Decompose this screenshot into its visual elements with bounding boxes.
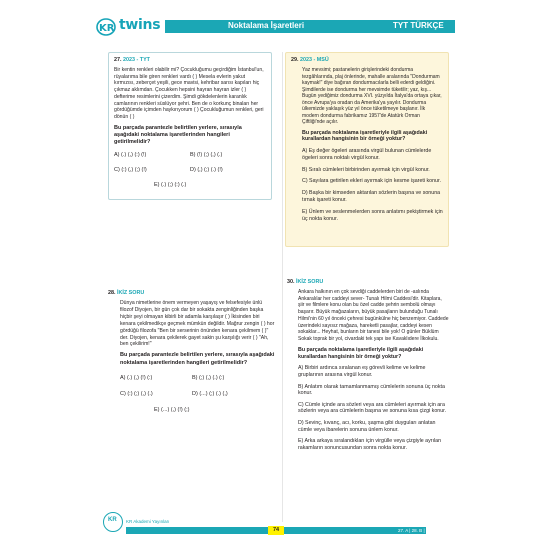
answer-key: 27. A | 28. B | 29. E | 30. E [398, 528, 451, 533]
footer-logo-mark: KR [108, 517, 117, 523]
question-27-prompt: Bu parçada parantezle belirtilen yerlere, sırasıyla aşağıdaki noktalama işaretlerinden hangileri getirilmelidir? [114, 124, 242, 146]
question-29-card [285, 52, 449, 247]
option-a[interactable] [298, 365, 449, 378]
question-number: 29. [291, 57, 299, 63]
option-d-text: D) Başka bir kimseden aktarılan sözlerin başına ve sonuna tırnak işareti konur. [302, 190, 441, 204]
option-c[interactable]: C) (:) (,) (;) (!) [114, 167, 147, 174]
kr-logo-mark: KR [99, 23, 115, 34]
option-e-text: E) Arka arkaya sıralandıkları için virgülle veya çizgiyle ayrılan rakamların sonuncusundan sonra nokta konur. [298, 438, 442, 451]
option-c-text: C) Cümle içinde ara sözleri veya ara cümleleri ayırmak için ara sözlerin veya ara cümlelerin başına ve sonuna kısa çizgi konur. [298, 401, 447, 415]
question-28-block [108, 290, 276, 419]
option-d[interactable] [298, 420, 449, 433]
question-27-text: Bir kentin renkleri olabilir mi? Çocukluğumu geçirdiğim İstanbul'un, rüyalarıma bile giren renkleri vardı ( ) Mesela evlerin yakut kırmızısı, zeberçet yeşili, gece mavisi, kehribar sarısı kapıları hiç çıkmaz aklımdan. Çocukken hepsini hayran hayran izler ( ) defterime resimlerini çizerdim. Şimdi gökdelenlerin karanlık camlarının renkleri süslüyor şehri. Ben de o korkunç binaları her gördüğümde içimden haykırıyorum ( ) Çocukluğumun renkleri, geri dönün ( ) [114, 67, 264, 120]
question-source-tag: 2023 - MSÜ [300, 57, 329, 63]
question-number: 30. [287, 279, 295, 285]
question-number: 28. [108, 290, 116, 296]
option-d[interactable]: D) (...) (;) (.) (,) [192, 390, 228, 397]
question-29-head [291, 57, 443, 63]
option-d[interactable]: D) (,) (;) (.) (!) [190, 167, 223, 174]
page-title: Noktalama İşaretleri [228, 21, 305, 30]
publisher-name: KR Akademi Yayınları [126, 519, 170, 524]
question-28-text: Dünya nimetlerine önem vermeyen yaşayış ve felsefesiyle ünlü filozof Diyojen, bir gün çok dar bir sokakta zenginliğinden başka hiçbir şeyi olmayan kibirli bir adamla karşılaşır ( ) İkisinden biri kenara çekilmedikçe geçmek mümkün değildir. Mağrur zengin ( ) hor gördüğü filozofa "Ben bir serserinin önünden kenara çekilmem ( )" der. Diyojen, kenara çekilerek gayet sakin şu karşılığı verir ( ) "Ah, ben çekilirim!" [120, 300, 275, 348]
option-b[interactable]: B) (;) (,) (.) (:) [192, 374, 225, 381]
option-b-text: B) Anlatım olarak tamamlanmamış cümlelerin sonuna üç nokta konur. [298, 383, 445, 397]
question-28-options [120, 367, 276, 419]
question-source-tag: İKİZ SORU [296, 279, 324, 285]
question-source-tag: 2023 - TYT [123, 57, 150, 63]
option-c[interactable]: C) (:) (;) (,) (.) [120, 390, 153, 397]
option-c[interactable] [302, 178, 443, 185]
option-b[interactable] [302, 167, 443, 174]
option-b[interactable] [298, 384, 449, 397]
option-a[interactable] [302, 148, 443, 162]
question-30-head [287, 279, 449, 285]
option-d-text: D) Sevinç, kıvanç, acı, korku, şaşma gibi duyguları anlatan cümle veya ibarelerin sonuna ünlem konur. [298, 420, 436, 433]
question-27-head [114, 57, 266, 63]
subject-label: TYT TÜRKÇE [393, 21, 444, 30]
option-e[interactable]: E) (.) (;) (:) (.) [154, 182, 187, 189]
option-a-text: A) Birbiri ardınca sıralanan eş görevli kelime ve kelime gruplarının arasına virgül konur. [298, 365, 426, 379]
question-30-block [287, 279, 449, 451]
question-source-tag: İKİZ SORU [117, 290, 145, 296]
question-27-options [114, 146, 266, 194]
question-29-text: Yaz mevsimi; pastanelerin girişlerindeki dondurma tezgâhlarında, plaj önlerinde, mahalle aralarında "Dondurmam kaymak!" diye bağıran dondurmacılarla belli ederdi geldiğini. Şimdilerde ise dondurma her mevsimde tüketilir; yaz, kış... Bugün yediğimiz dondurma XVI. yüzyılda İtalya'da ortaya çıkar, önce Avrupa'ya oradan da Amerika'ya yayılır. Dondurma ülkemizde yaklaşık yüz yıl önce tüketilmeye başlanır. İlk modern dondurma fabrikamız 1957'de Atatürk Orman Çiftliği'nde açılır. [302, 67, 442, 125]
option-e[interactable] [298, 438, 449, 451]
column-divider [282, 52, 283, 522]
question-30-text: Ankara halkının en çok sevdiği caddelerden biri de -aslında Ankaralılar her caddeyi sever- Tunalı Hilmi Caddesi'dir. Kitaplara, şiir ve filmlere konu olan bu özel cadde şehrin sembolü olmayı başarır. Büyük mağazaların, büyük pasajların bulunduğu Tunalı Hilmi'nin 60 yıl önceki çehresi bugünkülne hiç benzemiyor. Caddede üzerindeki sayısız mağaza, hareketli pasajlar, caddeyi kesen sokaklar... Heyhat, bunların bir tanesi bile yok! O günler Büklüm Sokak toprak bir yol, civardaki tek yapı ise Kavaklıdere İlkokulu. [298, 289, 449, 342]
question-28-head [108, 290, 276, 296]
question-30-body [287, 289, 449, 451]
option-d[interactable] [302, 190, 443, 204]
page-header [0, 12, 550, 40]
option-e[interactable] [302, 209, 443, 223]
option-a-text: A) Eş değer ögeleri arasında virgül bulunan cümlelerde ögeleri sonra noktalı virgül konur. [302, 148, 432, 161]
option-b-text: B) Sıralı cümleleri birbirinden ayırmak için virgül konur. [302, 166, 430, 173]
question-30-prompt: Bu parçada noktalama işaretleriyle ilgili aşağıdaki kurallardan hangisinin bir örneği yoktur? [298, 346, 424, 360]
page-number: 74 [268, 526, 284, 535]
question-29-body [291, 67, 443, 222]
question-29-prompt: Bu parçada noktalama işaretleriyle ilgili aşağıdaki kurallardan hangisinin bir örneği yoktur? [302, 129, 428, 143]
option-c[interactable] [298, 402, 449, 415]
question-28-prompt: Bu parçada parantezle belirtilen yerlere, sırasıyla aşağıdaki noktalama işaretlerinden hangileri getirilmelidir? [120, 352, 275, 366]
question-number: 27. [114, 57, 122, 63]
brand-name: twins [119, 17, 161, 33]
option-e-text: E) Ünlem ve seslenmelerden sonra anlatımı pekiştirmek için üç nokta konur. [302, 208, 443, 222]
option-c-text: C) Sayılara getirilen ekleri ayırmak için kesme işareti konur. [302, 178, 441, 185]
question-27-card [108, 52, 272, 200]
option-e[interactable]: E) (...) (,) (!) (;) [154, 406, 190, 413]
option-a[interactable]: A) (.) (,) (:) (!) [114, 152, 147, 159]
option-a[interactable]: A) (.) (,) (!) (:) [120, 374, 153, 381]
question-28-body [108, 300, 276, 419]
option-b[interactable]: B) (!) (;) (,) (.) [190, 152, 223, 159]
